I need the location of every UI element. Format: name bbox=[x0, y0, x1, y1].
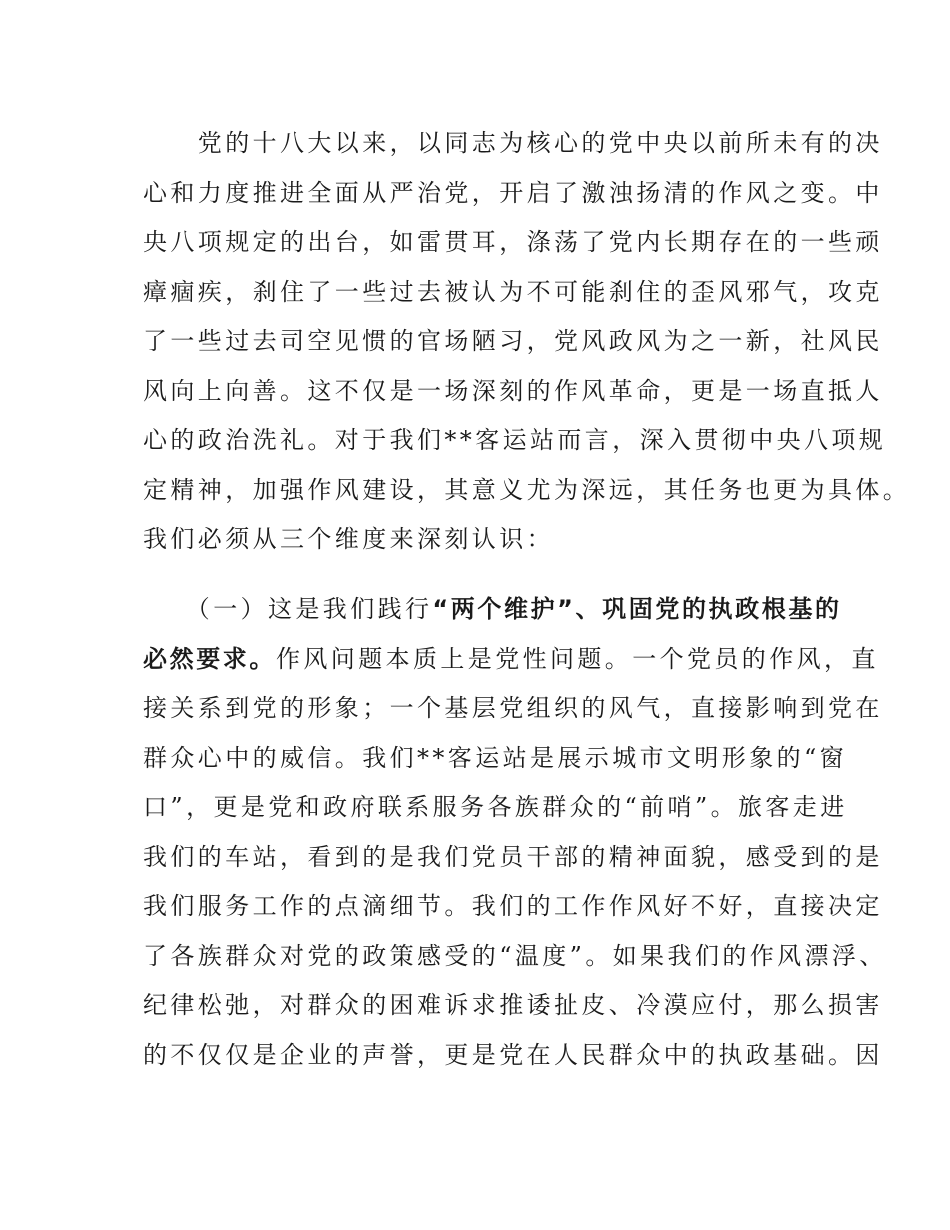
section-heading-prefix: （一）这是我们践行 bbox=[143, 595, 433, 623]
paragraph-line: 定精神，加强作风建设，其意义尤为深远，其任务也更为具体。 bbox=[143, 475, 911, 504]
paragraph-line: 央八项规定的出台，如雷贯耳，涤荡了党内长期存在的一些顽 bbox=[143, 228, 883, 256]
paragraph-line: 风向上向善。这不仅是一场深刻的作风革命，更是一场直抵人 bbox=[143, 376, 883, 405]
paragraph-line: 群众心中的威信。我们**客运站是展示城市文明形象的“窗 bbox=[143, 743, 848, 772]
section-heading-line bbox=[143, 585, 842, 635]
paragraph-line: 我们服务工作的点滴细节。我们的工作作风好不好，直接决定 bbox=[143, 892, 883, 920]
paragraph-line: 我们的车站，看到的是我们党员干部的精神面貌，感受到的是 bbox=[143, 842, 883, 871]
paragraph-line: 纪律松弛，对群众的困难诉求推诿扯皮、冷漠应付，那么损害 bbox=[143, 991, 883, 1019]
paragraph-line: 的不仅仅是企业的声誉，更是党在人民群众中的执政基础。因 bbox=[143, 1040, 883, 1069]
section-heading-bold: 必然要求。 bbox=[143, 644, 276, 673]
paragraph-line: 接关系到党的形象；一个基层党组织的风气，直接影响到党在 bbox=[143, 694, 883, 722]
paragraph-section-one bbox=[143, 585, 887, 1080]
section-heading-line bbox=[143, 635, 879, 685]
paragraph-line: 心的政治洗礼。对于我们**客运站而言，深入贯彻中央八项规 bbox=[143, 426, 887, 454]
paragraph-line: 瘴痼疾，刹住了一些过去被认为不可能刹住的歪风邪气，攻克 bbox=[143, 277, 883, 306]
paragraph-line: 党的十八大以来，以同志为核心的党中央以前所未有的决 bbox=[143, 129, 883, 157]
paragraph-line: 心和力度推进全面从严治党，开启了激浊扬清的作风之变。中 bbox=[143, 178, 883, 207]
paragraph-line: 了一些过去司空见惯的官场陋习，党风政风为之一新，社风民 bbox=[143, 327, 883, 355]
paragraph-line-rest: 作风问题本质上是党性问题。一个党员的作风，直 bbox=[276, 644, 879, 673]
paragraph-line: 我们必须从三个维度来深刻认识： bbox=[143, 525, 554, 553]
section-heading-bold: “两个维护”、巩固党的执政根基的 bbox=[432, 595, 842, 623]
paragraph-line: 了各族群众对党的政策感受的“温度”。如果我们的作风漂浮、 bbox=[143, 941, 887, 970]
paragraph-intro bbox=[143, 119, 911, 565]
paragraph-line: 口”，更是党和政府联系服务各族群众的“前哨”。旅客走进 bbox=[143, 793, 848, 821]
